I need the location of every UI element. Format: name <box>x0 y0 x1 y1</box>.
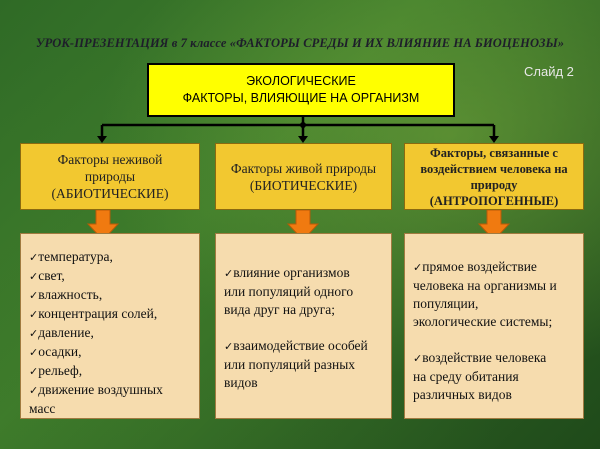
category-anthropogenic-line-1: Факторы, связанные с <box>430 145 558 160</box>
list-item-continued: вида друг на друга; <box>224 302 335 317</box>
check-icon: ✓ <box>29 346 39 359</box>
arrowhead-center <box>298 136 308 143</box>
category-abiotic <box>20 143 200 210</box>
category-biotic-line-2: (БИОТИЧЕСКИЕ) <box>249 177 358 193</box>
list-item-continued: человека на организмы и <box>413 278 557 293</box>
list-item-continued: экологические системы; <box>413 314 553 329</box>
category-anthropogenic-line-4: (АНТРОПОГЕННЫЕ) <box>429 193 559 208</box>
category-biotic <box>215 143 392 210</box>
list-item: ✓влияние организмов <box>224 265 350 280</box>
list-item-continued: видов <box>224 375 258 390</box>
check-icon: ✓ <box>29 270 39 283</box>
list-item: масс <box>29 401 56 416</box>
check-icon: ✓ <box>29 365 39 378</box>
main-box-line-2: ФАКТОРЫ, ВЛИЯЮЩИЕ НА ОРГАНИЗМ <box>182 91 420 105</box>
abiotic-list <box>20 233 200 419</box>
category-abiotic-line-3: (АБИОТИЧЕСКИЕ) <box>51 186 169 201</box>
list-item: ✓воздействие человека <box>413 350 547 365</box>
category-anthropogenic-line-2: воздействием человека на <box>420 161 568 176</box>
list-item: ✓давление, <box>29 325 94 340</box>
list-item: ✓прямое воздействие <box>413 259 537 274</box>
check-icon: ✓ <box>29 251 39 264</box>
check-icon: ✓ <box>413 352 423 365</box>
check-icon: ✓ <box>29 289 39 302</box>
anthropogenic-list <box>404 233 584 419</box>
check-icon: ✓ <box>413 261 423 274</box>
check-icon: ✓ <box>29 308 39 321</box>
list-item-continued: на среду обитания <box>413 369 519 384</box>
check-icon: ✓ <box>29 384 39 397</box>
category-anthropogenic-line-3: природу <box>470 177 518 192</box>
list-item: ✓взаимодействие особей <box>224 338 368 353</box>
main-concept-box <box>147 63 455 117</box>
category-abiotic-line-1: Факторы неживой <box>57 152 163 167</box>
list-item: ✓концентрация солей, <box>29 306 158 321</box>
list-item-continued: или популяций одного <box>224 284 354 299</box>
list-item: ✓движение воздушных <box>29 382 163 397</box>
list-item-continued: популяции, <box>413 296 479 311</box>
category-biotic-line-1: Факторы живой природы <box>230 160 377 176</box>
arrowhead-left <box>97 136 107 143</box>
check-icon: ✓ <box>29 327 39 340</box>
list-item: ✓температура, <box>29 249 113 264</box>
list-item-continued: или популяций разных <box>224 357 356 372</box>
connector-junction <box>300 122 306 128</box>
list-item-continued: различных видов <box>413 387 512 402</box>
list-item: ✓влажность, <box>29 287 103 302</box>
list-item: ✓рельеф, <box>29 363 83 378</box>
list-item: ✓осадки, <box>29 344 82 359</box>
category-anthropogenic <box>404 143 584 210</box>
slide-number: Слайд 2 <box>524 64 574 79</box>
check-icon: ✓ <box>224 267 234 280</box>
category-abiotic-line-2: природы <box>84 169 136 184</box>
arrowhead-right <box>489 136 499 143</box>
biotic-list <box>215 233 392 419</box>
main-box-line-1: ЭКОЛОГИЧЕСКИЕ <box>246 74 356 88</box>
list-item: ✓свет, <box>29 268 65 283</box>
slide-title: УРОК-ПРЕЗЕНТАЦИЯ в 7 классе «ФАКТОРЫ СРЕДЫ И ИХ ВЛИЯНИЕ НА БИОЦЕНОЗЫ» <box>35 36 565 50</box>
check-icon: ✓ <box>224 340 234 353</box>
